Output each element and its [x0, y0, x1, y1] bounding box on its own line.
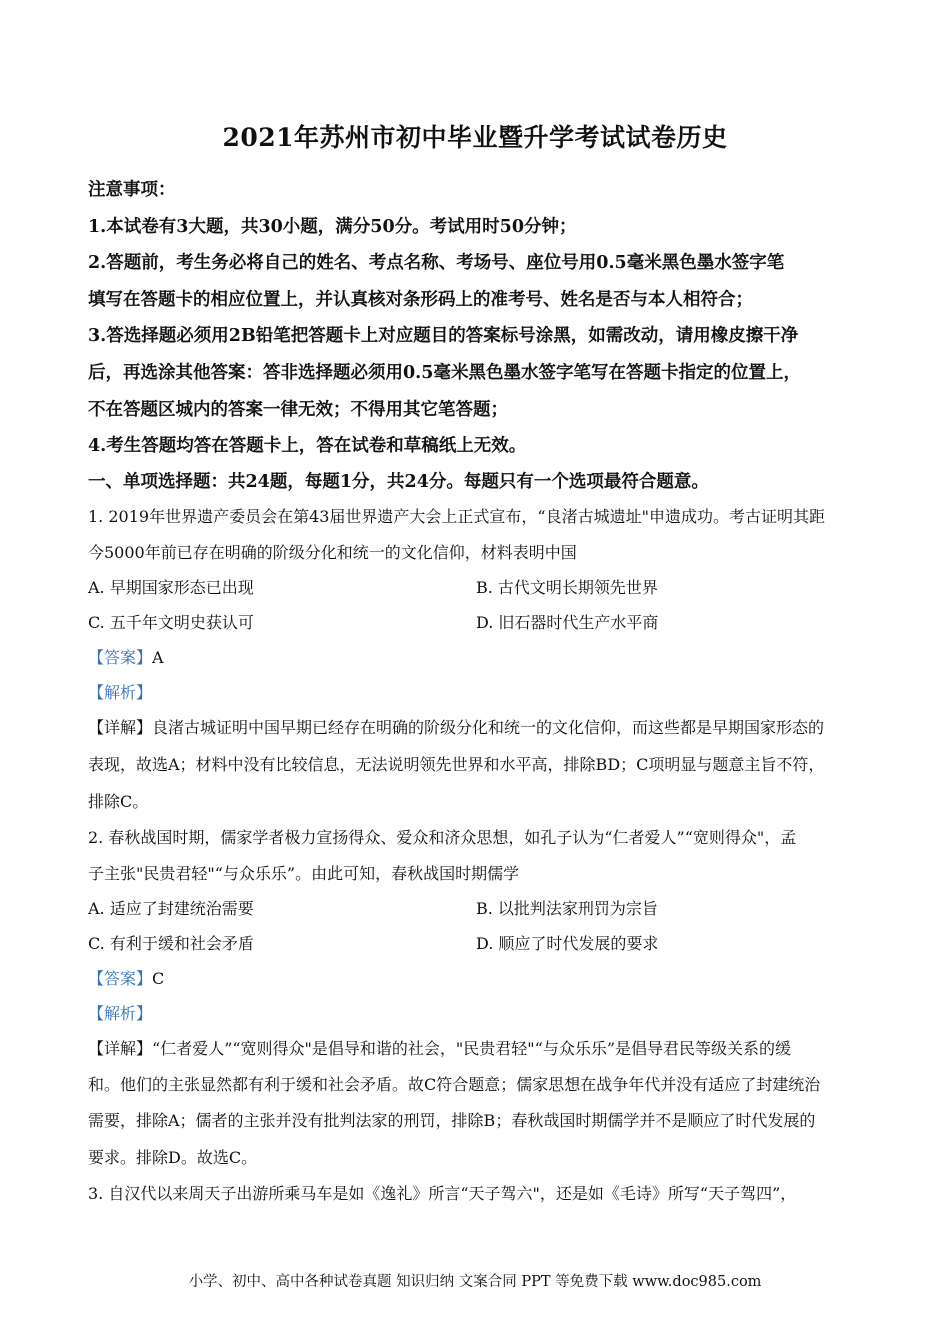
q1-detail-line-1: [88, 715, 824, 738]
answer-label: 【答案】: [88, 969, 153, 988]
detail-label: 【详解】: [88, 1039, 153, 1058]
section-heading: 一、单项选择题：共24题，每题1分，共24分。每题只有一个选项最符合题意。: [88, 472, 709, 492]
q2-detail-line-2: 和。他们的主张显然都有利于缓和社会矛盾。故C符合题意；儒家思想在战争年代并没有适应了封建统治: [88, 1075, 821, 1094]
q1-detail-line-3: 排除C。: [88, 792, 149, 811]
notice-item-3-cont2: 不在答题区城内的答案一律无效；不得用其它笔答题；: [88, 400, 508, 420]
q2-analysis-label: [88, 1001, 152, 1024]
q1-option-d: D. 旧石器时代生产水平商: [476, 613, 659, 632]
notice-heading: 注意事项：: [88, 180, 176, 200]
q2-answer: [88, 966, 164, 989]
answer-value: C: [152, 969, 165, 988]
notice-item-3-cont: 后，再选涂其他答案：答非选择题必须用0.5毫米黑色墨水签字笔写在答题卡指定的位置上，: [88, 363, 801, 383]
page-footer: 小学、初中、高中各种试卷真题 知识归纳 文案合同 PPT 等免费下载 www.doc985.com: [188, 1274, 762, 1290]
notice-item-2-cont: 填写在答题卡的相应位置上，并认真核对条形码上的准考号、姓名是否与本人相符合；: [88, 290, 753, 310]
q1-option-b: B. 古代文明长期领先世界: [476, 578, 658, 597]
detail-text: “仁者爱人”“宽则得众"是倡导和谐的社会，"民贵君轻"“与众乐乐”是倡导君民等级关系的缓: [152, 1039, 791, 1058]
notice-item-2: 2.答题前，考生务必将自己的姓名、考点名称、考场号、座位号用0.5毫米黑色墨水签字笔: [88, 253, 785, 273]
q2-option-b: B. 以批判法家刑罚为宗旨: [476, 899, 658, 918]
notice-item-4: 4.考生答题均答在答题卡上，答在试卷和草稿纸上无效。: [88, 436, 527, 456]
q1-option-c: C. 五千年文明史获认可: [88, 613, 254, 632]
detail-text: 良渚古城证明中国早期已经存在明确的阶级分化和统一的文化信仰，而这些都是早期国家形态的: [152, 718, 825, 737]
analysis-label: 【解析】: [88, 1004, 153, 1023]
detail-label: 【详解】: [88, 718, 153, 737]
q1-stem-line-1: 1. 2019年世界遗产委员会在第43届世界遗产大会上正式宣布，“良渚古城遗址"申遗成功。考古证明其距: [88, 507, 825, 526]
q2-stem-line-1: 2. 春秋战国时期，儒家学者极力宣扬得众、爱众和济众思想，如孔子认为“仁者爱人”“宽则得众"，孟: [88, 828, 797, 847]
q1-stem-line-2: 今5000年前已存在明确的阶级分化和统一的文化信仰，材料表明中国: [88, 543, 577, 562]
q2-option-c: C. 有利于缓和社会矛盾: [88, 934, 254, 953]
q3-stem-line-1: 3. 自汉代以来周天子出游所乘马车是如《逸礼》所言“天子驾六"，还是如《毛诗》所写“天子驾四”，: [88, 1184, 797, 1203]
notice-item-3: 3.答选择题必须用2B铅笔把答题卡上对应题目的答案标号涂黑，如需改动，请用橡皮擦干净: [88, 326, 799, 346]
q1-analysis-label: [88, 680, 152, 703]
q2-stem-line-2: 子主张"民贵君轻"“与众乐乐”。由此可知，春秋战国时期儒学: [88, 864, 520, 883]
q1-detail-line-2: 表现，故选A；材料中没有比较信息，无法说明领先世界和水平高，排除BD；C项明显与题意主旨不符，: [88, 755, 825, 774]
q2-option-d: D. 顺应了时代发展的要求: [476, 934, 659, 953]
q2-detail-line-4: 要求。排除D。故选C。: [88, 1148, 258, 1167]
analysis-label: 【解析】: [88, 683, 153, 702]
q2-detail-line-3: 需要，排除A；儒者的主张并没有批判法家的刑罚，排除B；春秋哉国时期儒学并不是顺应了时代发展的: [88, 1111, 816, 1130]
q2-option-a: A. 适应了封建统治需要: [88, 899, 254, 918]
page-title: 2021年苏州市初中毕业暨升学考试试卷历史: [222, 123, 728, 152]
q1-option-a: A. 早期国家形态已出现: [88, 578, 254, 597]
q2-detail-line-1: [88, 1036, 791, 1059]
notice-item-1: 1.本试卷有3大题，共30小题，满分50分。考试用时50分钟；: [88, 217, 577, 237]
answer-label: 【答案】: [88, 648, 153, 667]
answer-value: A: [152, 648, 164, 667]
q1-answer: [88, 645, 164, 668]
